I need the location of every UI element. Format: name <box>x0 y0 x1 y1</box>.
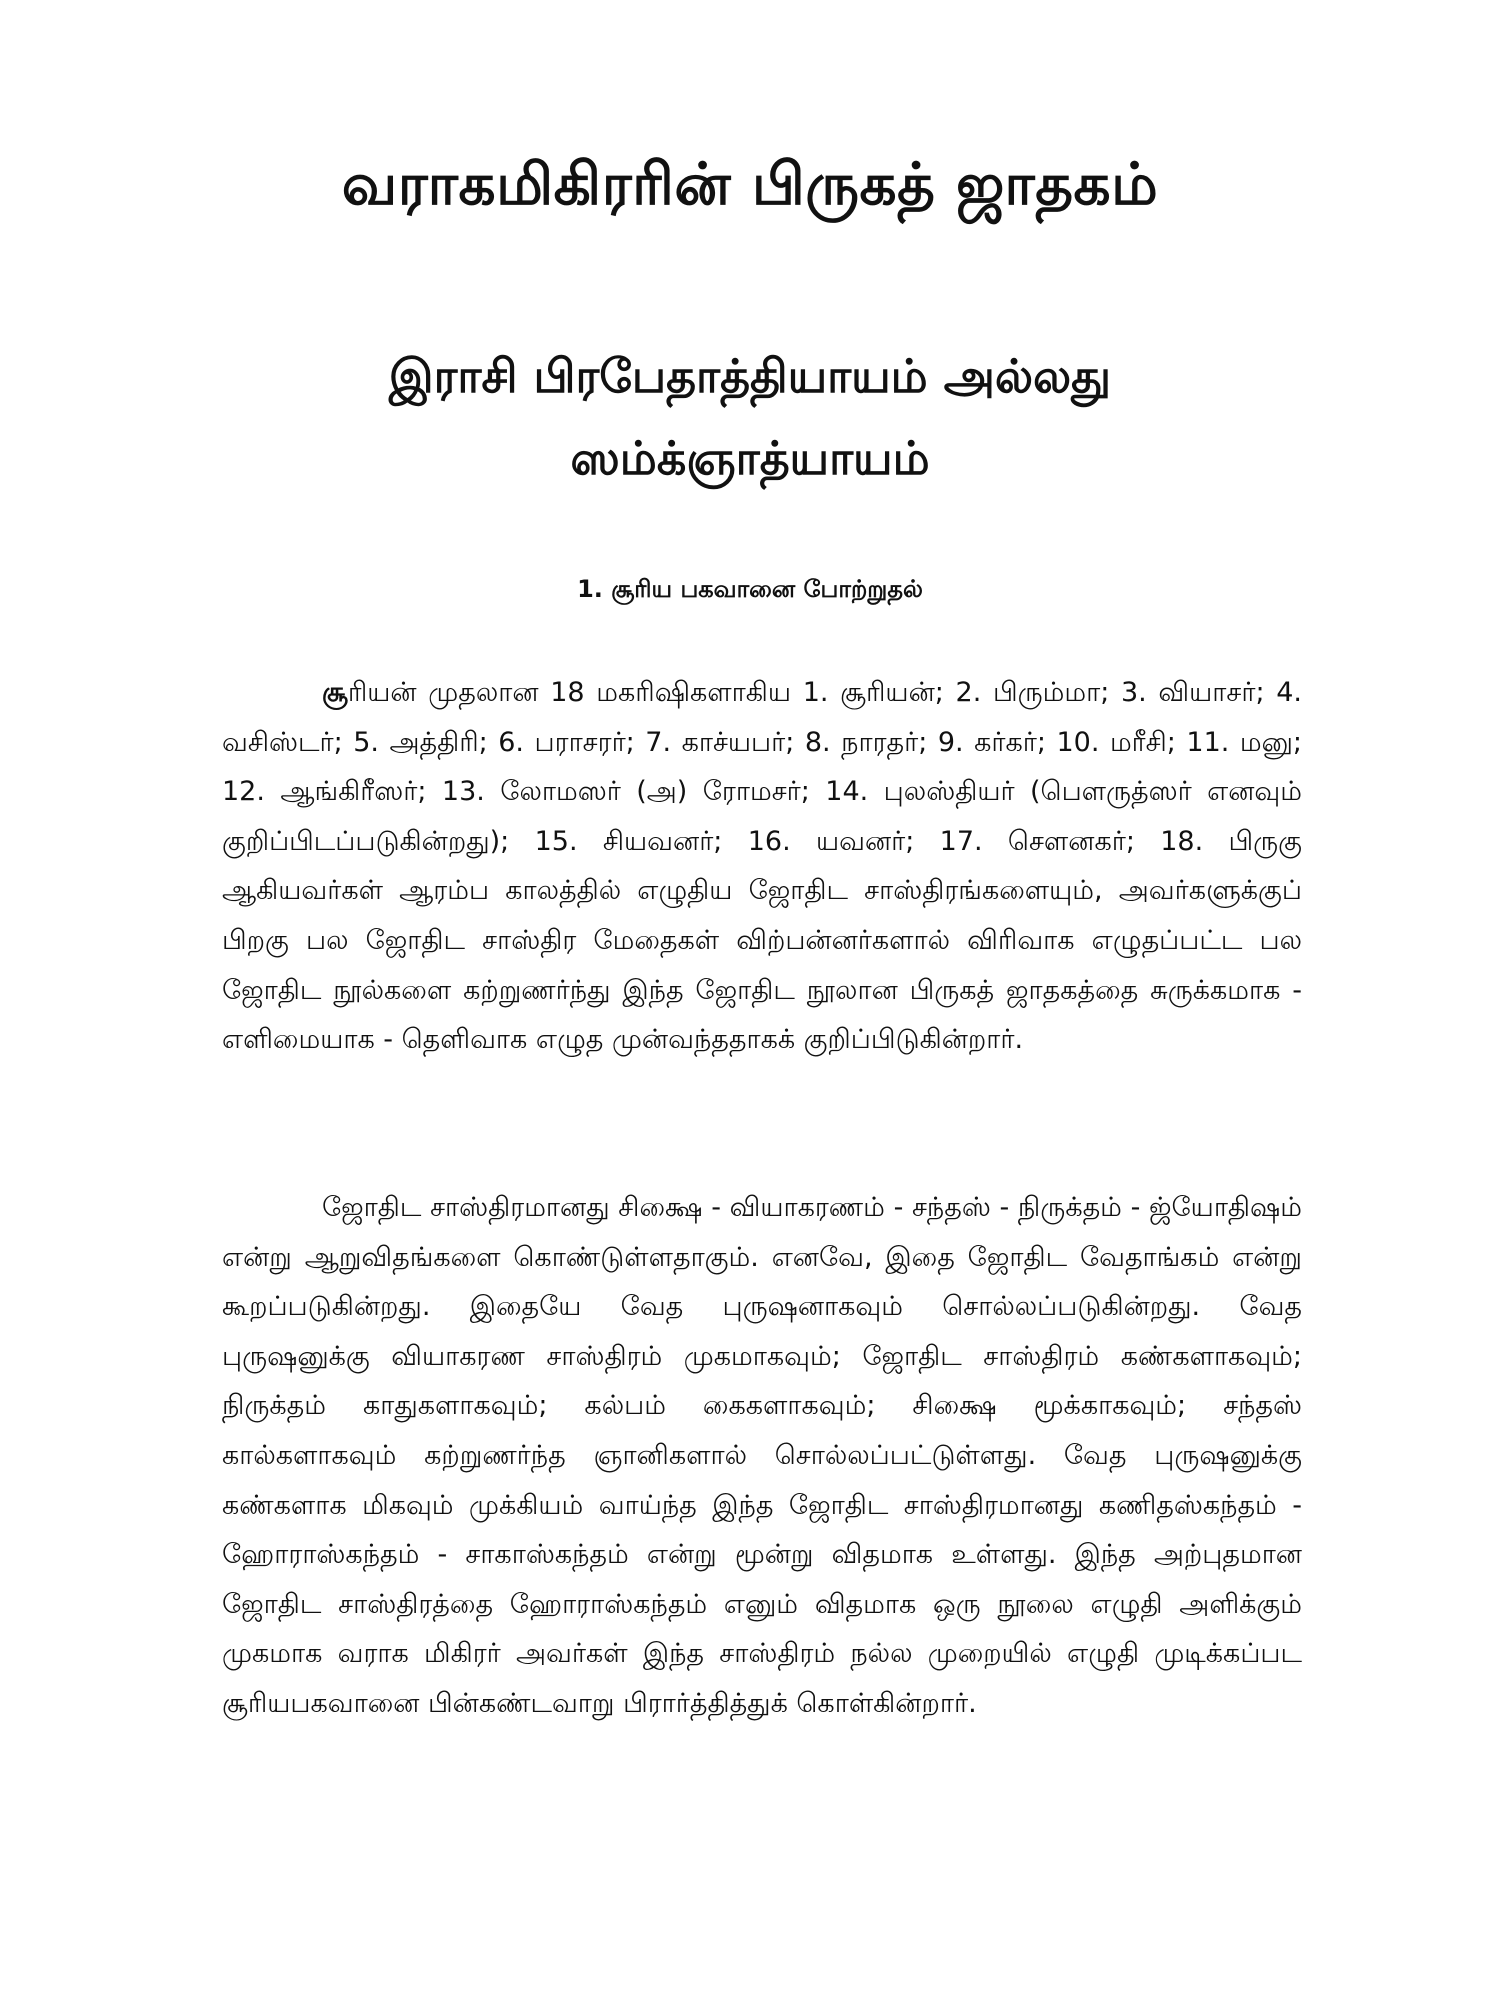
body-paragraph-2 <box>222 1183 1302 1729</box>
chapter-title-line-2: ஸம்க்ஞாத்யாயம் <box>570 431 930 485</box>
paragraph-lead-letter: சூ <box>322 677 348 708</box>
book-title: வராகமிகிரரின் பிருகத் ஜாதகம் <box>341 150 1159 218</box>
chapter-title-line-1: இராசி பிரபேதாத்தியாயம் அல்லது <box>388 349 1112 403</box>
paragraph-2-text: ஜோதிட சாஸ்திரமானது சிக்ஷை - வியாகரணம் - சந்தஸ் - நிருக்தம் - ஜ்யோதிஷம் என்று ஆறுவிதங்களை கொண்டுள்ளதாகும். எனவே, இதை ஜோதிட வேதாங்கம் என்று கூறப்படுகின்றது. இதையே வேத புருஷனாகவும் சொல்லப்படுகின்றது. வேத புருஷனுக்கு வியாகரண சாஸ்திரம் முகமாகவும்; ஜோதிட சாஸ்திரம் கண்களாகவும்; நிருக்தம் காதுகளாகவும்; கல்பம் கைகளாகவும்; சிக்ஷை மூக்காகவும்; சந்தஸ் கால்களாகவும் கற்றுணர்ந்த ஞானிகளால் சொல்லப்பட்டுள்ளது. வேத புருஷனுக்கு கண்களாக மிகவும் முக்கியம் வாய்ந்த இந்த ஜோதிட சாஸ்திரமானது கணிதஸ்கந்தம் - ஹோராஸ்கந்தம் - சாகாஸ்கந்தம் என்று மூன்று விதமாக உள்ளது. இந்த அற்புதமான ஜோதிட சாஸ்திரத்தை ஹோராஸ்கந்தம் எனும் விதமாக ஒரு நூலை எழுதி அளிக்கும் முகமாக வராக மிகிரர் அவர்கள் இந்த சாஸ்திரம் நல்ல முறையில் எழுதி முடிக்கப்பட சூரியபகவானை பின்கண்டவாறு பிரார்த்தித்துக் கொள்கின்றார். <box>222 1192 1302 1719</box>
chapter-title <box>150 335 1350 499</box>
paragraph-1-text: ரியன் முதலான 18 மகரிஷிகளாகிய 1. சூரியன்; 2. பிரும்மா; 3. வியாசர்; 4. வசிஸ்டர்; 5. அத்திரி; 6. பராசரர்; 7. காச்யபர்; 8. நாரதர்; 9. கர்கர்; 10. மரீசி; 11. மனு; 12. ஆங்கிரீஸர்; 13. லோமஸர் (அ) ரோமசர்; 14. புலஸ்தியர் (பௌருத்ஸர் எனவும் குறிப்பிடப்படுகின்றது); 15. சியவனர்; 16. யவனர்; 17. சௌனகர்; 18. பிருகு ஆகியவர்கள் ஆரம்ப காலத்தில் எழுதிய ஜோதிட சாஸ்திரங்களையும், அவர்களுக்குப் பிறகு பல ஜோதிட சாஸ்திர மேதைகள் விற்பன்னர்களால் விரிவாக எழுதப்பட்ட பல ஜோதிட நூல்களை கற்றுணர்ந்து இந்த ஜோதிட நூலான பிருகத் ஜாதகத்தை சுருக்கமாக - எளிமையாக - தெளிவாக எழுத முன்வந்ததாகக் குறிப்பிடுகின்றார். <box>222 677 1302 1056</box>
body-paragraph-1 <box>222 668 1302 1065</box>
section-heading: 1. சூரிய பகவானை போற்றுதல் <box>577 575 923 603</box>
